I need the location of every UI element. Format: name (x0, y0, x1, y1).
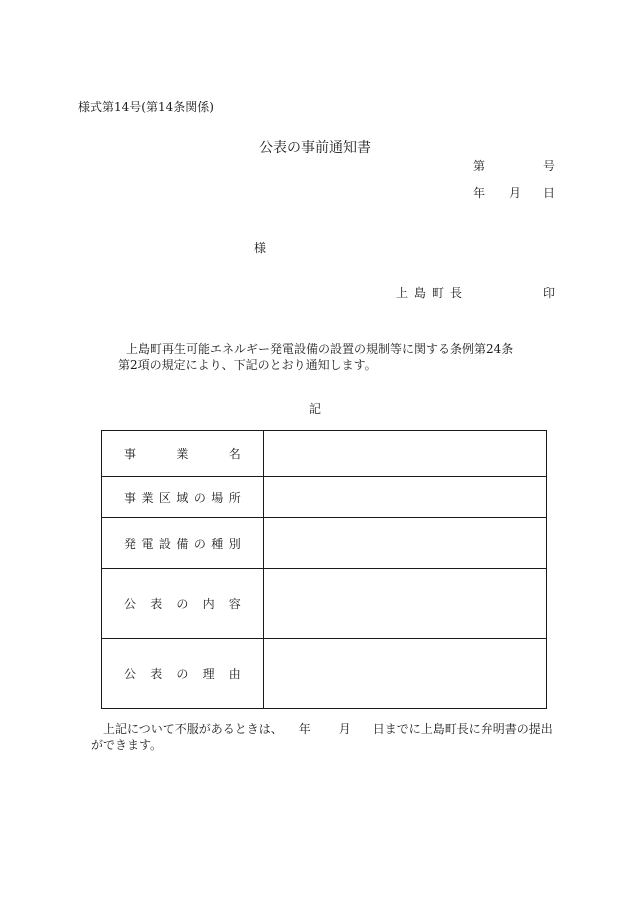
notice-body-line-1: 上島町再生可能エネルギー発電設備の設置の規制等に関する条例第24条 (126, 342, 514, 356)
objection-line-2: ができます。 (91, 738, 163, 752)
row-label-text: 事 業 名 (124, 447, 241, 461)
date-day: 日 (543, 186, 556, 200)
ki-heading: 記 (308, 402, 321, 416)
table-row (102, 477, 547, 518)
objection-month: 月 (338, 722, 351, 736)
number-suffix: 号 (543, 159, 556, 173)
row-value (263, 477, 546, 518)
row-label-text: 公 表 の 理 由 (124, 667, 241, 681)
table-row (102, 639, 547, 709)
row-label (102, 639, 264, 709)
row-label-text: 公 表 の 内 容 (124, 597, 241, 611)
date-year: 年 (473, 186, 486, 200)
addressee-honorific: 様 (254, 241, 267, 255)
seal-mark: 印 (543, 286, 556, 300)
table-row (102, 569, 547, 639)
row-label (102, 477, 264, 518)
number-prefix: 第 (473, 159, 486, 173)
document-title: 公表の事前通知書 (259, 140, 371, 156)
date-month: 月 (509, 186, 522, 200)
row-value (263, 569, 546, 639)
objection-notice (91, 721, 553, 753)
notice-body (118, 341, 513, 373)
objection-text-2: 日までに上島町長に弁明書の提出 (372, 722, 553, 736)
row-value (263, 639, 546, 709)
table-row (102, 518, 547, 569)
row-label-text: 発 電 設 備 の 種 別 (124, 536, 241, 551)
table-row (102, 431, 547, 477)
row-label (102, 431, 264, 477)
row-label-text: 事 業 区 域 の 場 所 (124, 490, 241, 505)
objection-text-1: 上記について不服があるときは、 (103, 722, 283, 736)
issuer-title: 上島町長 (396, 286, 469, 300)
row-value (263, 518, 546, 569)
objection-year: 年 (298, 722, 311, 736)
row-label (102, 518, 264, 569)
form-number: 様式第14号(第14条関係) (78, 100, 214, 114)
notice-body-line-2: 第2項の規定により、下記のとおり通知します。 (118, 358, 377, 372)
row-value (263, 431, 546, 477)
row-label (102, 569, 264, 639)
notice-table (101, 430, 547, 709)
objection-line-1 (91, 721, 553, 737)
